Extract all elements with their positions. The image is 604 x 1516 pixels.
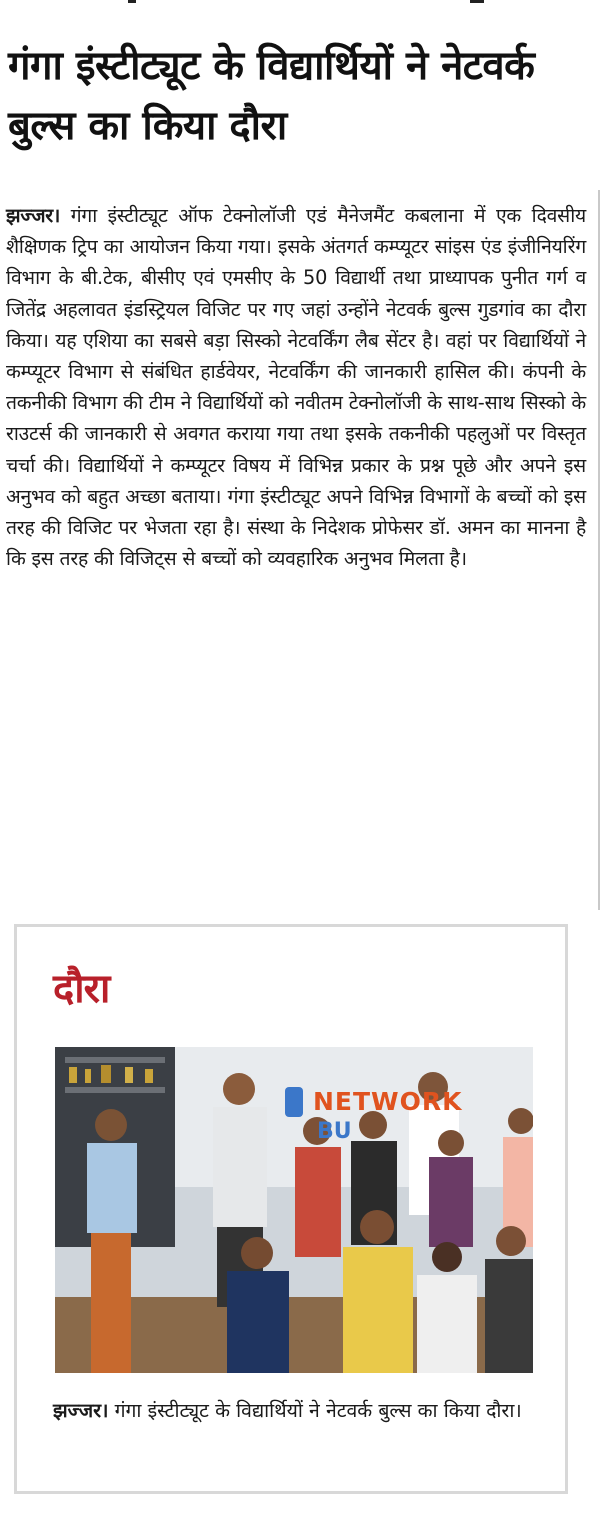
dateline: झज्जर। (6, 204, 61, 227)
top-rule-mark (128, 0, 136, 3)
article-body-text: गंगा इंस्टीट्यूट ऑफ टेक्नोलॉजी एडं मैनेजमैंट कबलाना में एक दिवसीय शैक्षिणक ट्रिप का आयोजन किया गया। इसके अंतगर्त कम्प्यूटर सांइस एंड इंजीनियरिंग विभाग के बी.टेक, बीसीए एवं एमसीए के 50 विद्यार्थी तथा प्राध्यापक पुनीत गर्ग व जितेंद्र अहलावत इंडस्ट्रियल विजिट पर गए जहां उन्होंने नेटवर्क बुल्स गुडगांव का दौरा किया। यह एशिया का सबसे बड़ा सिस्को नेटवर्किंग लैब सेंटर है। वहां पर विद्यार्थियों ने कम्प्यूटर विभाग से संबंधित हार्डवेयर, नेटवर्किंग की जानकारी हासिल की। कंपनी के तकनीकी विभाग की टीम ने विद्यार्थियों को नवीतम टेक्नोलॉजी के साथ-साथ सिस्को के राउटर्स की जानकारी से अवगत कराया गया तथा इसके तकनीकी पहलुओं पर विस्तृत चर्चा की। विद्यार्थियों ने कम्प्यूटर विषय में विभिन्न प्रकार के प्रश्न पूछे और अपने इस अनुभव को बहुत अच्छा बताया। गंगा इंस्टीट्यूट अपने विभिन्न विभागों के बच्चों को इस तरह की विजिट पर भेजता रहा है। संस्था के निदेशक प्रोफेसर डॉ. अमन का मानना है कि इस तरह की विजिट्स से बच्चों को व्यवहारिक अनुभव मिलता है। (6, 204, 586, 571)
caption-text: गंगा इंस्टीट्यूट के विद्यार्थियों ने नेटवर्क बुल्स का किया दौरा। (114, 1399, 522, 1422)
article-body (6, 200, 586, 574)
photo-sign-text: NETWORK (313, 1087, 463, 1116)
group-photo (55, 1047, 533, 1373)
column-rule (598, 190, 600, 910)
photo-sign-text-2: BU (317, 1119, 352, 1144)
headline: गंगा इंस्टीट्यूट के विद्यार्थियों ने नेटवर्क बुल्स का किया दौरा (8, 43, 535, 149)
caption-dateline: झज्जर। (53, 1399, 109, 1422)
photo-box-title: दौरा (53, 966, 110, 1012)
top-rule (0, 0, 604, 4)
photo-box (14, 924, 568, 1494)
photo-caption (53, 1395, 533, 1427)
top-rule-mark (470, 0, 484, 3)
